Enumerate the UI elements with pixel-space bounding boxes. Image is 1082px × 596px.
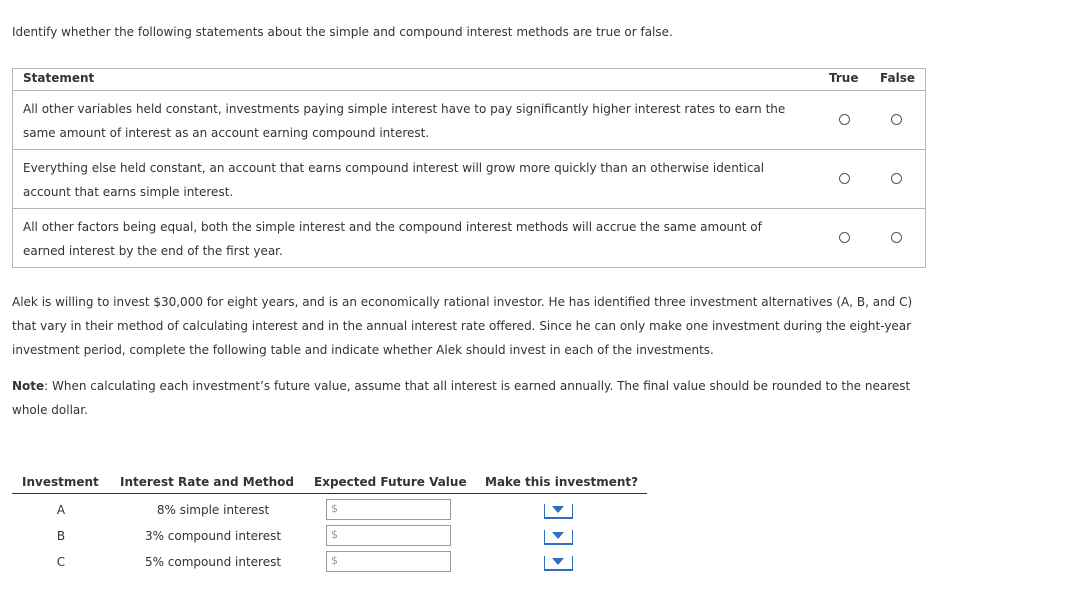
interest-rate-method: 3% compound interest (144, 529, 282, 543)
tf-row-3 (13, 209, 925, 267)
header-statement: Statement (23, 71, 95, 85)
radio-false-1[interactable] (891, 114, 902, 125)
investment-row-b (12, 524, 647, 550)
caret-down-icon[interactable] (544, 500, 573, 519)
true-false-table (12, 68, 926, 268)
investment-row-c (12, 550, 647, 576)
header-false: False (880, 71, 915, 85)
note-paragraph (12, 374, 932, 422)
note-label: Note (12, 379, 45, 393)
radio-true-2[interactable] (839, 173, 850, 184)
caret-down-icon[interactable] (544, 552, 573, 571)
radio-true-1[interactable] (839, 114, 850, 125)
investment-row-a (12, 498, 647, 524)
instructions: Identify whether the following statements about the simple and compound interest methods are true or false. (12, 25, 673, 39)
radio-true-3[interactable] (839, 232, 850, 243)
header-decision: Make this investment? (485, 475, 639, 489)
future-value-field[interactable] (326, 499, 451, 520)
scenario-paragraph: Alek is willing to invest $30,000 for eight years, and is an economically rational investor. He has identified three investment alternatives (A, B, and C) that vary in their method of calculating interest and in the annual interest rate offered. Since he can only make one investment during the eight-year investment period, complete the following table and indicate whether Alek should invest in each of the investments. (12, 295, 913, 357)
header-rate: Interest Rate and Method (120, 475, 294, 489)
dollar-sign: $ (331, 528, 338, 541)
future-value-field[interactable] (326, 551, 451, 572)
statement-text: All other factors being equal, both the simple interest and the compound interest methods will accrue the same amount of earned interest by the end of the first year. (23, 220, 762, 258)
future-value-field[interactable] (326, 525, 451, 546)
dollar-sign: $ (331, 502, 338, 515)
future-value-input-c[interactable] (341, 552, 447, 570)
header-investment: Investment (22, 475, 99, 489)
investment-label: B (56, 529, 66, 543)
radio-false-2[interactable] (891, 173, 902, 184)
caret-down-icon[interactable] (544, 526, 573, 545)
investment-label: A (56, 503, 66, 517)
future-value-input-b[interactable] (341, 526, 447, 544)
tf-table-header (13, 69, 925, 91)
tf-row-2 (13, 150, 925, 209)
interest-rate-method: 5% compound interest (144, 555, 282, 569)
header-true: True (829, 71, 859, 85)
investment-label: C (56, 555, 66, 569)
dollar-sign: $ (331, 554, 338, 567)
radio-false-3[interactable] (891, 232, 902, 243)
note-text: : When calculating each investment’s future value, assume that all interest is earned annually. The final value should be rounded to the nearest whole dollar. (12, 379, 911, 417)
future-value-input-a[interactable] (341, 500, 447, 518)
statement-text: Everything else held constant, an account that earns compound interest will grow more quickly than an otherwise identical account that earns simple interest. (23, 161, 765, 199)
interest-rate-method: 8% simple interest (156, 503, 270, 517)
tf-row-1 (13, 91, 925, 150)
header-future-value: Expected Future Value (314, 475, 467, 489)
statement-text: All other variables held constant, investments paying simple interest have to pay significantly higher interest rates to earn the same amount of interest as an account earning compound interest. (23, 102, 786, 140)
investment-table-header (12, 472, 647, 494)
